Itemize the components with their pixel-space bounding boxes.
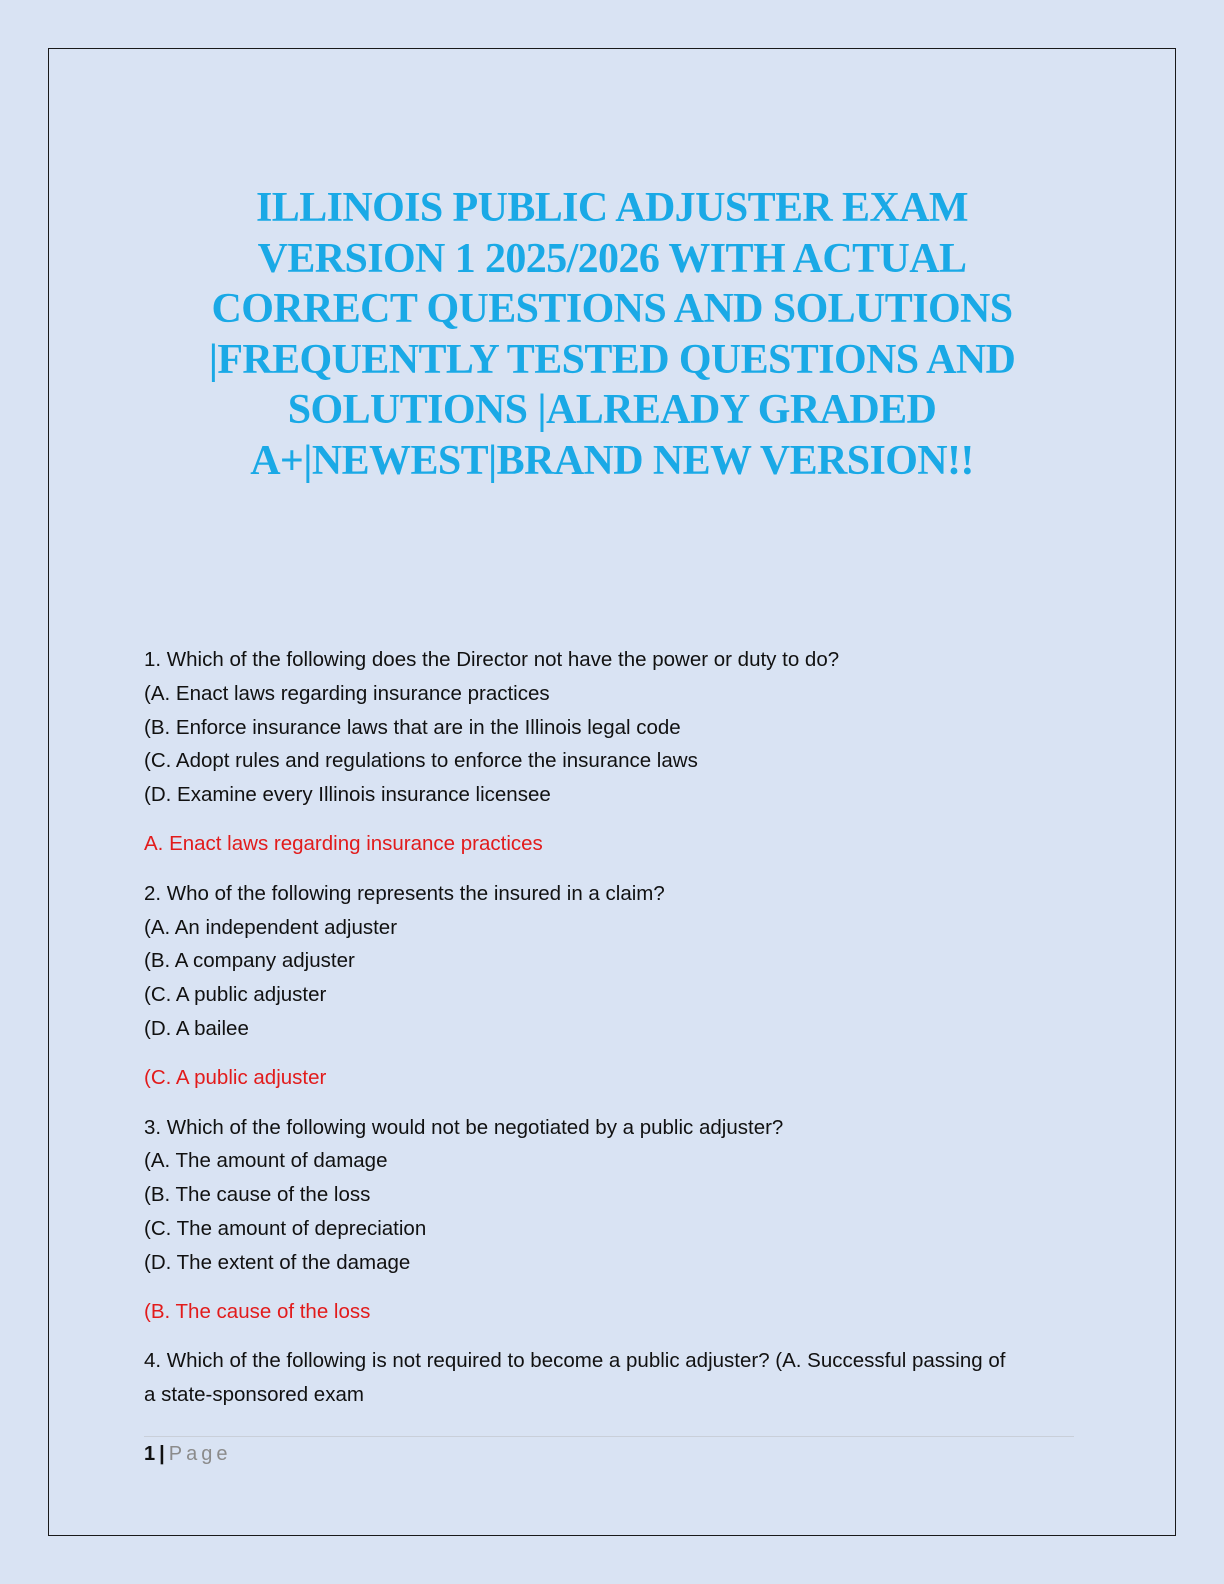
title-line: CORRECT QUESTIONS AND SOLUTIONS xyxy=(211,286,1013,332)
page-number: 1 xyxy=(144,1443,156,1465)
title-line: A+|NEWEST|BRAND NEW VERSION!! xyxy=(250,437,974,484)
question-block xyxy=(144,1111,1084,1329)
question-list xyxy=(144,643,1084,1412)
question-text: 4. Which of the following is not required to become a public adjuster? (A. Successful passing of xyxy=(144,1349,1006,1373)
title-line: VERSION 1 2025/2026 WITH ACTUAL xyxy=(257,235,967,282)
answer-option: (B. The cause of the loss xyxy=(144,1183,371,1207)
answer-option: (C. A public adjuster xyxy=(144,983,327,1007)
correct-answer: (C. A public adjuster xyxy=(144,1066,327,1090)
document-title xyxy=(120,183,1104,486)
footer-separator: | xyxy=(159,1443,165,1465)
question-text: 1. Which of the following does the Director not have the power or duty to do? xyxy=(144,648,840,671)
answer-option: (D. Examine every Illinois insurance licensee xyxy=(144,783,551,807)
answer-option: (A. Enact laws regarding insurance practices xyxy=(144,681,550,705)
title-line: |FREQUENTLY TESTED QUESTIONS AND xyxy=(208,336,1016,383)
title-line: ILLINOIS PUBLIC ADJUSTER EXAM xyxy=(256,185,968,231)
question-block xyxy=(144,877,1084,1095)
page-footer xyxy=(144,1441,231,1467)
question-text-continued: a state-sponsored exam xyxy=(144,1383,364,1407)
question-text: 3. Which of the following would not be negotiated by a public adjuster? xyxy=(144,1115,784,1139)
answer-option: (C. The amount of depreciation xyxy=(144,1216,427,1240)
question-block xyxy=(144,643,1084,861)
answer-option: (B. Enforce insurance laws that are in the Illinois legal code xyxy=(144,715,681,739)
answer-option: (B. A company adjuster xyxy=(144,949,355,973)
title-line: SOLUTIONS |ALREADY GRADED xyxy=(287,387,937,433)
question-text: 2. Who of the following represents the insured in a claim? xyxy=(144,881,665,905)
answer-option: (A. The amount of damage xyxy=(144,1149,388,1173)
question-block xyxy=(144,1344,1084,1412)
correct-answer: (B. The cause of the loss xyxy=(144,1300,371,1324)
answer-option: (C. Adopt rules and regulations to enforce the insurance laws xyxy=(144,749,698,773)
answer-option: (D. The extent of the damage xyxy=(144,1250,411,1274)
answer-option: (A. An independent adjuster xyxy=(144,915,398,939)
footer-divider xyxy=(144,1436,1074,1437)
answer-option: (D. A bailee xyxy=(144,1016,249,1040)
correct-answer: A. Enact laws regarding insurance practices xyxy=(144,832,543,856)
page-label: Page xyxy=(168,1443,232,1465)
